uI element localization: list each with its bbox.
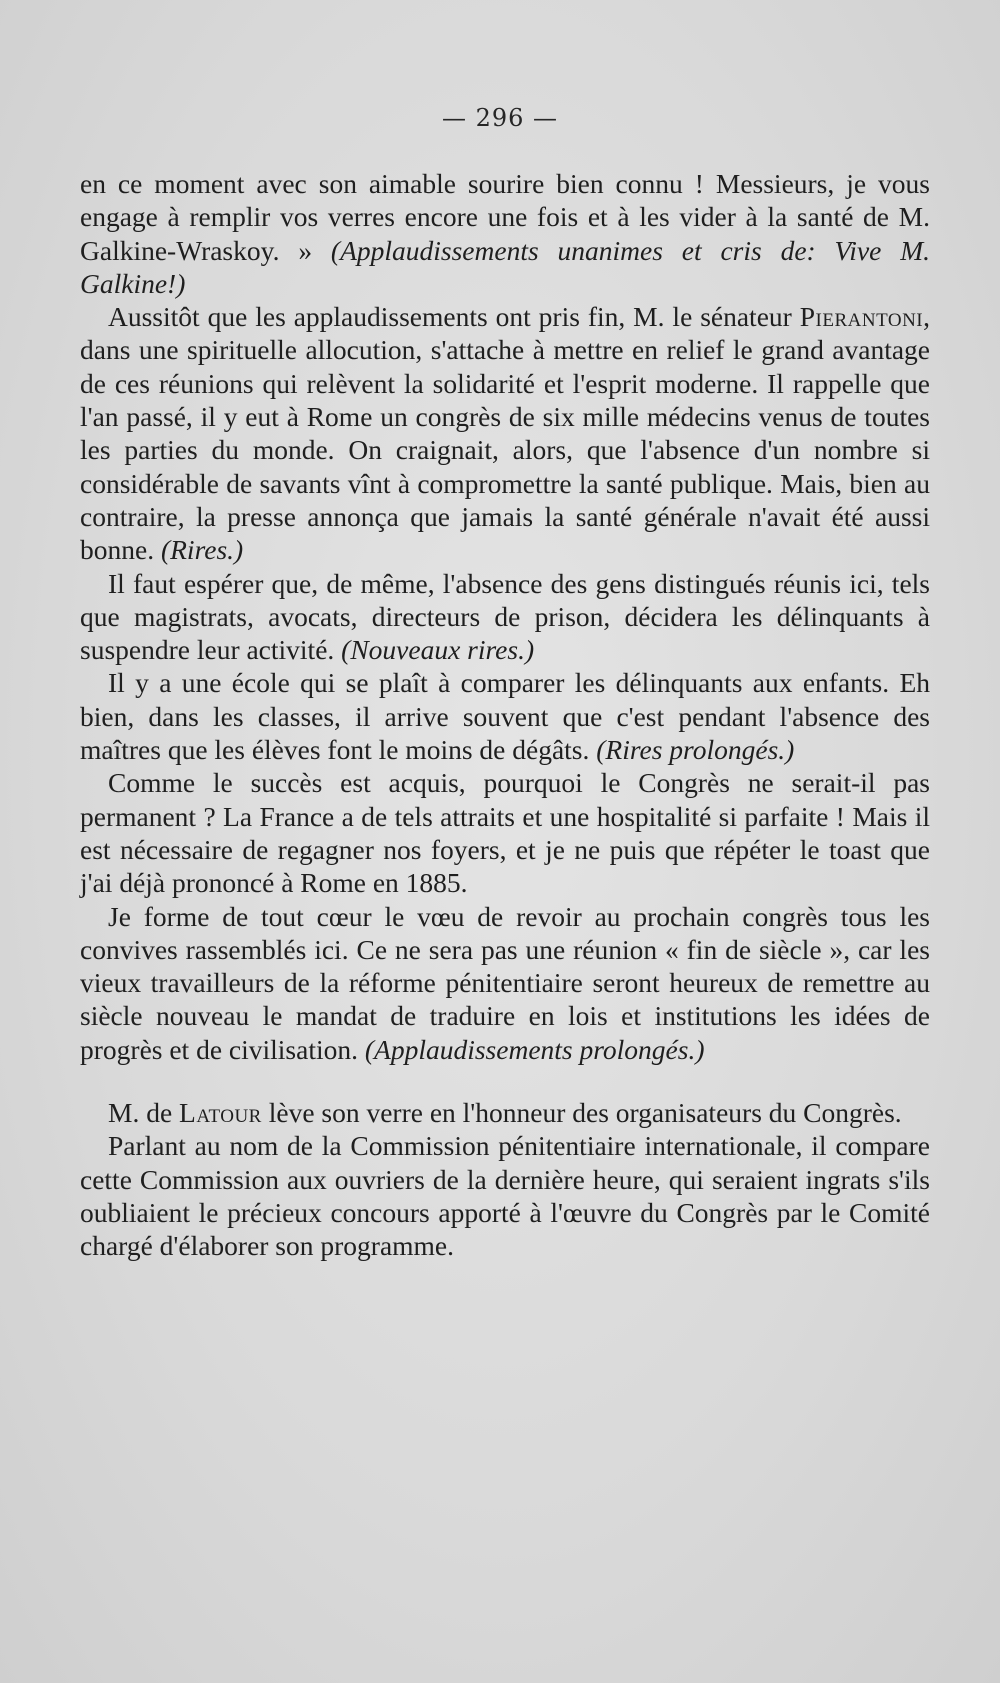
paragraph [80,900,930,1066]
text-run: lève son verre en l'honneur des organisateurs du Congrès. [261,1097,902,1129]
paragraph [80,766,930,899]
paragraph [80,567,930,667]
paragraph [80,300,930,566]
paragraph [80,1096,930,1129]
text-run: Il faut espérer que, de même, l'absence des gens distingués réunis ici, tels que magistrats, avocats, directeurs de prison, décidera les délinquants à suspendre leur activité. [80,567,930,666]
speaker-name: Latour [179,1097,262,1129]
text-run: en ce moment avec son aimable sourire bien connu ! Messieurs, je vous engage à remplir vos verres encore une fois et à les vider à la santé de M. Galkine-Wraskoy. » [80,168,930,266]
text-run: Je forme de tout cœur le vœu de revoir au prochain congrès tous les convives rassemblés ici. Ce ne sera pas une réunion « fin de siècle », car les vieux travailleurs de la réforme pénitentiaire seront heureux de remettre au siècle nouveau le mandat de traduire en lois et institutions les idées de progrès et de civilisation. [80,900,930,1065]
italic-aside: (Applaudissements unanimes et cris de: Vive M. Galkine!) [80,234,930,299]
italic-aside: (Rires.) [160,534,244,566]
text-run: M. de [108,1097,180,1129]
text-run: Il y a une école qui se plaît à comparer les délinquants aux enfants. Eh bien, dans les classes, il arrive souvent que c'est pendant l'absence des maîtres que les élèves font le moins de dégâts. [80,667,930,766]
italic-aside: (Rires prolongés.) [596,734,795,766]
speaker-name: Pierantoni [799,301,924,333]
paragraph [80,1129,930,1262]
body-text [80,167,930,1263]
text-run: Aussitôt que les applaudissements ont pris fin, M. le sénateur [108,301,800,333]
page-number: — 296 — [441,104,559,132]
paragraph [80,666,930,766]
italic-aside: (Nouveaux rires.) [341,634,535,666]
italic-aside: (Applaudissements prolongés.) [364,1033,705,1065]
text-run: Parlant au nom de la Commission pénitentiaire internationale, il compare cette Commission aux ouvriers de la dernière heure, qui seraient ingrats s'ils oubliaient le précieux concours apporté à l'œuvre du Congrès par le Comité chargé d'élaborer son programme. [80,1130,930,1262]
text-run: , dans une spirituelle allocution, s'attache à mettre en relief le grand avantage de ces réunions qui relèvent la solidarité et l'esprit moderne. Il rappelle que l'an passé, il y eut à Rome un congrès de six mille médecins venus de toutes les parties du monde. On craignait, alors, que l'absence d'un nombre si considérable de savants vînt à compromettre la santé publique. Mais, bien au contraire, la presse annonça que jamais la santé générale n'avait été aussi bonne. [80,301,930,566]
paragraph [80,167,930,300]
text-run: Comme le succès est acquis, pourquoi le Congrès ne serait-il pas permanent ? La France a de tels attraits et une hospitalité si parfaite ! Mais il est nécessaire de regagner nos foyers, et je ne puis que répéter le toast que j'ai déjà prononcé à Rome en 1885. [80,767,930,899]
